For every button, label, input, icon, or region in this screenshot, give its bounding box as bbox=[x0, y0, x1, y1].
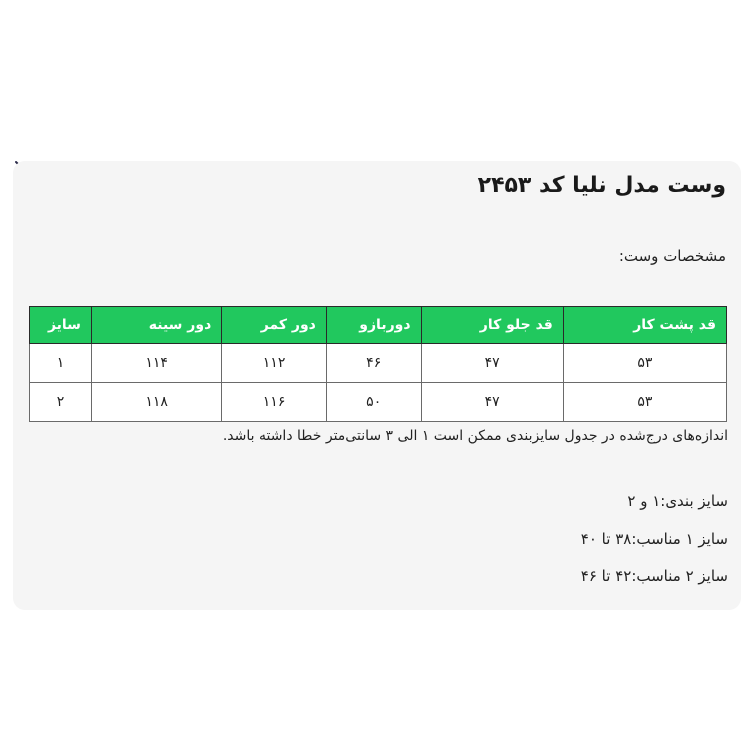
size-table bbox=[29, 306, 727, 422]
header-arm-circumference: دوربازو bbox=[326, 307, 421, 344]
table-row bbox=[30, 383, 727, 422]
size2-fit: سایز ۲ مناسب:۴۲ تا ۴۶ bbox=[580, 567, 728, 585]
measurement-note: اندازه‌های درج‌شده در جدول سایزبندی ممکن است ۱ الی ۳ سانتی‌متر خطا داشته باشد. bbox=[222, 428, 728, 444]
table-cell: ۱۱۸ bbox=[91, 383, 221, 422]
table-cell: ۱ bbox=[30, 344, 92, 383]
header-back-length: قد پشت کار bbox=[563, 307, 726, 344]
header-waist: دور کمر bbox=[222, 307, 327, 344]
table-header-row bbox=[30, 307, 727, 344]
table-cell: ۴۷ bbox=[421, 344, 563, 383]
table-cell: ۵۳ bbox=[563, 344, 726, 383]
sizing-info: سایز بندی:۱ و ۲ bbox=[627, 492, 728, 510]
size1-fit: سایز ۱ مناسب:۳۸ تا ۴۰ bbox=[580, 530, 728, 548]
table-cell: ۲ bbox=[30, 383, 92, 422]
header-front-length: قد جلو کار bbox=[421, 307, 563, 344]
header-chest: دور سینه bbox=[91, 307, 221, 344]
product-spec-panel bbox=[13, 161, 741, 610]
table-cell: ۴۷ bbox=[421, 383, 563, 422]
specs-heading: مشخصات وست: bbox=[618, 247, 726, 265]
table-cell: ۱۱۴ bbox=[91, 344, 221, 383]
table-cell: ۵۰ bbox=[326, 383, 421, 422]
table-cell: ۵۳ bbox=[563, 383, 726, 422]
header-size: سایز bbox=[30, 307, 92, 344]
table-cell: ۴۶ bbox=[326, 344, 421, 383]
page-title: وست مدل نلیا کد ۲۴۵۳ bbox=[477, 173, 726, 198]
table-row bbox=[30, 344, 727, 383]
table-cell: ۱۱۶ bbox=[222, 383, 327, 422]
table-cell: ۱۱۲ bbox=[222, 344, 327, 383]
